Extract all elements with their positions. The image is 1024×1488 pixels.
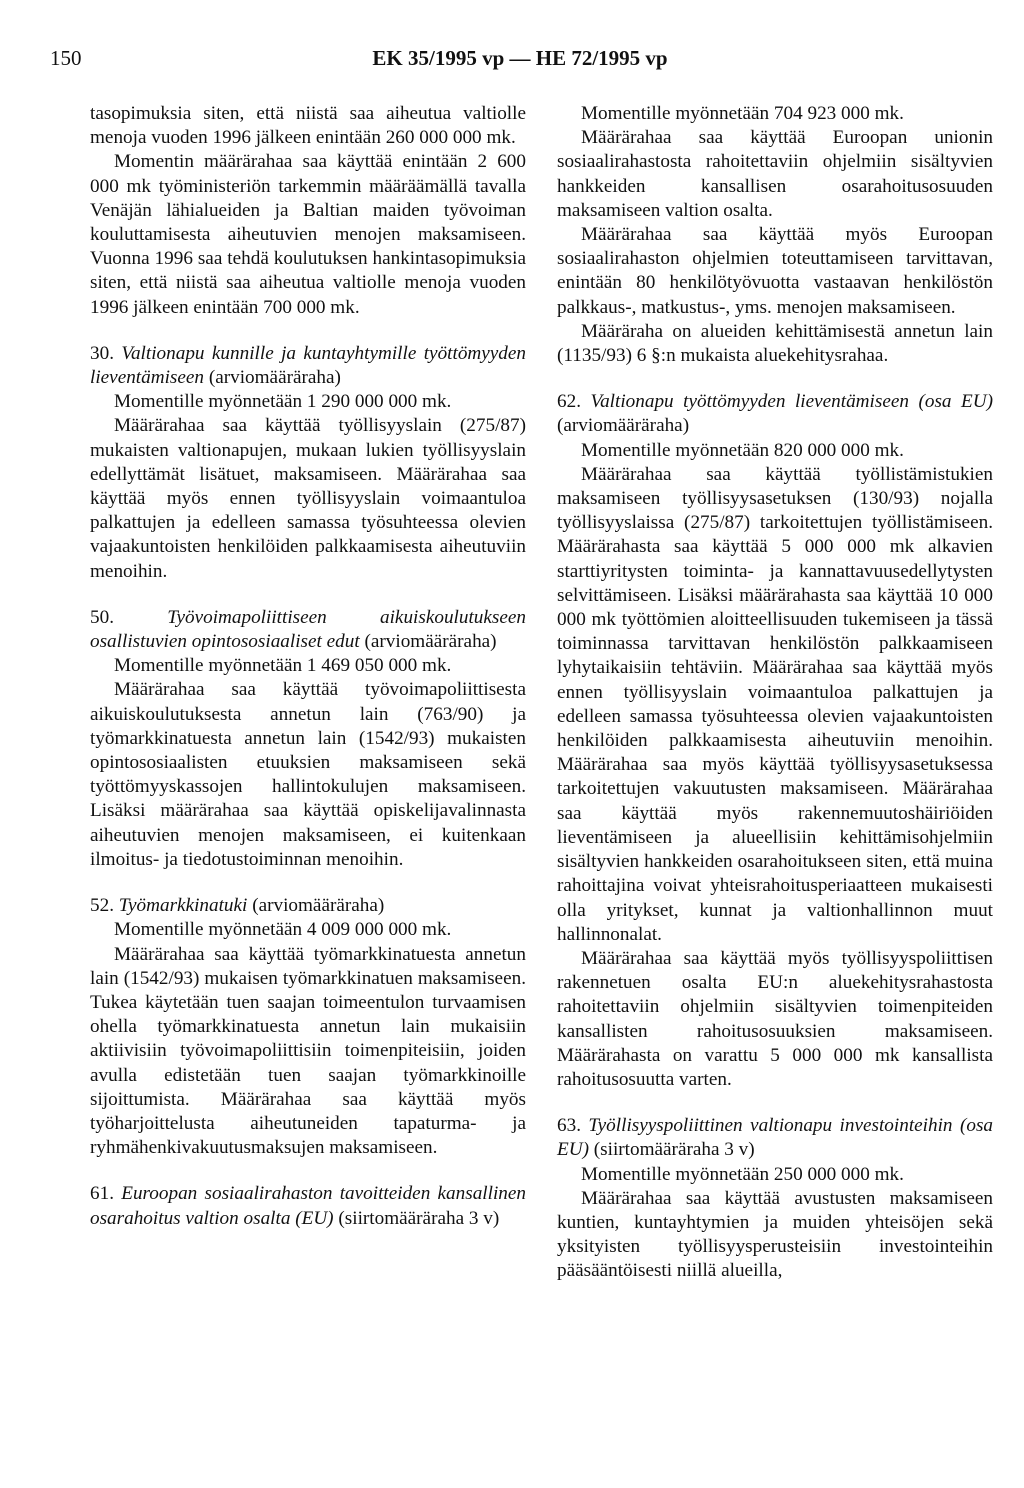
section-title: Työvoimapoliittiseen aikuiskoulutukseen osallistuvien opintososiaaliset edut	[90, 606, 526, 653]
section-title: Euroopan sosiaalirahaston tavoitteiden kansallinen osarahoitus valtion osalta (EU)	[90, 1183, 526, 1229]
running-head: EK 35/1995 vp — HE 72/1995 vp	[372, 46, 668, 70]
section-title: Valtionapu työttömyyden lieventämiseen (osa EU)	[590, 391, 993, 413]
section-number: 62.	[557, 391, 581, 413]
section-gap	[90, 872, 526, 894]
section-type: (arviomääräraha)	[557, 415, 690, 437]
section-50	[90, 606, 526, 872]
section-appropriation: Momentille myönnetään 1 469 050 000 mk.	[114, 655, 452, 677]
section-title: Työmarkkinatuki	[118, 895, 248, 917]
section-paragraph: Määräraha on alueiden kehittämisestä annetun lain (1135/93) 6 §:n mukaista aluekehitysrahaa.	[557, 320, 993, 367]
section-heading	[90, 606, 526, 654]
intro-paragraph-1: tasopimuksia siten, että niistä saa aiheutua valtiolle menoja vuoden 1996 jälkeen enintään 260 000 000 mk.	[90, 103, 526, 149]
section-heading	[90, 1182, 526, 1230]
section-paragraph: Määrärahaa saa käyttää työmarkkinatuesta annetun lain (1542/93) mukaisen työmarkkinatuen maksamiseen. Tukea käytetään tuen saajan toimeentulon turvaamisen ohella työmarkkinatuesta annetun lain mukaisiin aktiivisiin työvoimapoliittisiin toimenpiteisiin, joiden avulla edistetään tuen saajan työmarkkinoille sijoittumista. Määrärahaa saa käyttää myös työharjoittelusta aiheutuneiden tapaturma- ja ryhmähenkivakuutusmaksujen maksamiseen.	[90, 943, 526, 1159]
section-paragraph: Määrärahaa saa käyttää avustusten maksamiseen kuntien, kuntayhtymien ja muiden yhteisöjen sekä yksityisten työllisyysperusteisiin investointeihin pääsääntöisesti niillä alueilla,	[557, 1187, 993, 1282]
section-heading	[90, 894, 526, 918]
section-paragraph: Määrärahaa saa käyttää myös työllisyyspoliittisen rakennetuen osalta EU:n aluekehitysrahastosta rahoitettaviin ohjelmiin sisältyvien toimenpiteiden kansallisten rahoitusosuuksien maksamiseen. Määrärahasta on varattu 5 000 000 mk kansallista rahoitusosuutta varten.	[557, 947, 993, 1090]
section-gap	[557, 1092, 993, 1114]
section-paragraph: Määrärahaa saa käyttää myös Euroopan sosiaalirahaston ohjelmien toteuttamiseen tarvittavan, enintään 80 henkilötyövuotta vastaavan henkilöstön palkkaus-, matkustus-, yms. menojen maksamiseen.	[557, 224, 993, 318]
section-30	[90, 342, 526, 584]
section-appropriation: Momentille myönnetään 704 923 000 mk.	[581, 103, 904, 124]
section-heading	[557, 1114, 993, 1162]
right-column	[557, 102, 993, 1284]
section-gap	[557, 368, 993, 390]
section-gap	[90, 584, 526, 606]
section-type: (arviomääräraha)	[252, 895, 385, 917]
left-column	[90, 102, 526, 1231]
section-gap	[90, 320, 526, 342]
section-type: (siirtomääräraha 3 v)	[593, 1139, 755, 1161]
section-number: 30.	[90, 342, 114, 364]
section-62	[557, 390, 993, 1092]
section-61	[90, 1182, 526, 1230]
page-header	[50, 46, 990, 78]
section-63	[557, 1114, 993, 1283]
section-gap	[90, 1160, 526, 1182]
section-appropriation: Momentille myönnetään 1 290 000 000 mk.	[114, 391, 452, 413]
section-paragraph: Määrärahaa saa käyttää työvoimapoliittisesta aikuiskoulutuksesta annetun lain (763/90) ja työmarkkinatuesta annetun lain (1542/93) mukaisten opintososiaalisten etuuksien maksamiseen sekä työttömyyskassojen hallintokulujen maksamiseen. Lisäksi määrärahaa saa käyttää opiskelijavalinnasta aiheutuvien menojen maksamiseen, ei kuitenkaan ilmoitus- ja tiedotustoiminnan menoihin.	[90, 679, 526, 870]
section-type: (siirtomääräraha 3 v)	[338, 1207, 500, 1229]
section-paragraph: Määrärahaa saa käyttää työllisyyslain (275/87) mukaisten valtionapujen, mukaan lukien työllisyyslain edellyttämät lisätuet, maksamiseen. Määrärahaa saa käyttää myös ennen työllisyyslain voimaantuloa palkattujen ja edelleen samassa työsuhteessa olevien vajaakuntoisten henkilöiden palkkaamisesta aiheutuviin menoihin.	[90, 415, 526, 582]
page-number: 150	[50, 46, 82, 70]
section-type: (arviomääräraha)	[208, 367, 341, 389]
section-type: (arviomääräraha)	[364, 631, 497, 653]
section-appropriation: Momentille myönnetään 250 000 000 mk.	[581, 1163, 904, 1185]
section-52	[90, 894, 526, 1160]
section-paragraph: Määrärahaa saa käyttää työllistämistukien maksamiseen työllisyysasetuksen (130/93) nojalla työllisyyslaissa (275/87) tarkoitettujen työllistämiseen. Määrärahasta saa käyttää 5 000 000 mk alkavien starttiyritysten toiminta- ja kannattavuusedellytysten selvittämiseen. Lisäksi määrärahasta saa käyttää 10 000 000 mk työttömien aloitteellisuuden tukemiseen ja tässä toiminnassa tarvittavan henkilöstön palkkaamiseen lyhytaikaisiin tehtäviin. Määrärahaa saa käyttää myös ennen työllisyyslain voimaantuloa palkattujen ja edelleen samassa työsuhteessa olevien vajaakuntoisten henkilöiden palkkaamisesta aiheutuviin menoihin. Määrärahaa saa myös käyttää työllisyysasetuksessa tarkoitettujen vakuutusten maksamiseen. Määrärahaa saa käyttää myös rakennemuutoshäiriöiden lieventämiseen ja alueellisiin kehittämisohjelmiin sisältyvien hankkeiden osarahoitukseen siten, että muina rahoittajina voivat yhteisrahoitusperiaatteen mukaisesti olla yritykset, kunnat ja valtionhallinnon muut hallinnonalat.	[557, 463, 993, 945]
section-number: 50.	[90, 606, 114, 628]
intro-paragraph-2: Momentin määrärahaa saa käyttää enintään 2 600 000 mk työministeriön tarkemmin määräämällä tavalla Venäjän lähialueiden ja Baltian maiden työvoiman kouluttamisesta aiheutuvien menojen maksamiseen. Vuonna 1996 saa tehdä koulutuksen hankintasopimuksia siten, että niistä saa aiheutua valtiolle menoja vuoden 1996 jälkeen enintään 700 000 mk.	[90, 151, 526, 318]
section-number: 63.	[557, 1115, 581, 1137]
section-appropriation: Momentille myönnetään 820 000 000 mk.	[581, 439, 904, 461]
section-number: 61.	[90, 1183, 114, 1205]
section-title: Valtionapu kunnille ja kuntayhtymille työttömyyden lieventämiseen	[90, 342, 527, 389]
section-title: Työllisyyspoliittinen valtionapu investointeihin (osa EU)	[557, 1115, 994, 1161]
section-appropriation: Momentille myönnetään 4 009 000 000 mk.	[114, 919, 452, 941]
section-heading	[557, 390, 993, 438]
section-number: 52.	[90, 895, 114, 917]
section-61-continued	[557, 102, 993, 368]
section-heading	[90, 342, 526, 390]
section-paragraph: Määrärahaa saa käyttää Euroopan unionin sosiaalirahastosta rahoitettaviin ohjelmiin sisältyvien hankkeiden kansallisen osarahoitusosuuden maksamiseen valtion osalta.	[557, 127, 993, 221]
